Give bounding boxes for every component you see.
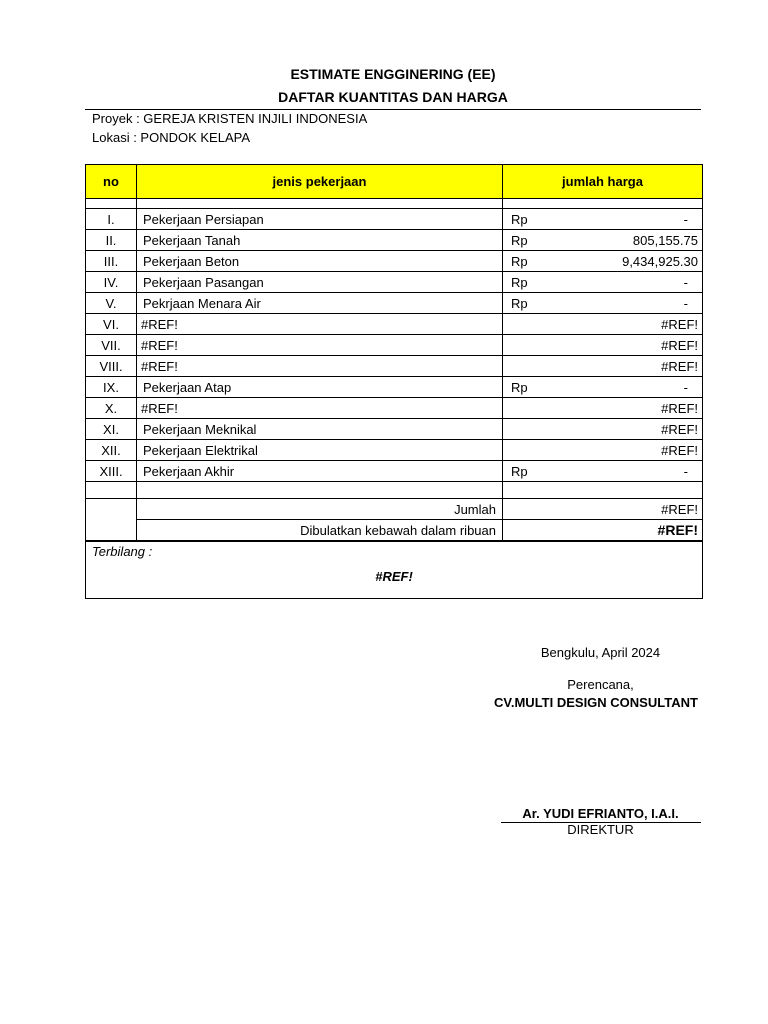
row-amount (503, 272, 703, 293)
row-number: I. (86, 209, 137, 230)
dibulatkan-row (86, 520, 703, 542)
row-number: XII. (86, 440, 137, 461)
row-amount (503, 314, 703, 335)
dibulatkan-value: #REF! (503, 520, 703, 542)
terbilang-label: Terbilang : (92, 544, 153, 559)
row-work-item: Pekerjaan Tanah (137, 230, 503, 251)
amount-value: #REF! (661, 400, 698, 416)
row-work-item: Pekerjaan Elektrikal (137, 440, 503, 461)
row-number: V. (86, 293, 137, 314)
currency-label: Rp (511, 463, 528, 479)
header-jumlah-harga: jumlah harga (503, 165, 703, 199)
amount-value: 9,434,925.30 (622, 253, 698, 269)
amount-value: #REF! (661, 358, 698, 374)
amount-value: #REF! (661, 442, 698, 458)
table-row (86, 419, 703, 440)
row-number: VII. (86, 335, 137, 356)
company-name: CV.MULTI DESIGN CONSULTANT (494, 695, 698, 710)
row-work-item: Pekerjaan Atap (137, 377, 503, 398)
row-work-item: Pekerjaan Akhir (137, 461, 503, 482)
amount-value: - (683, 274, 688, 290)
table-row (86, 356, 703, 377)
row-number: VI. (86, 314, 137, 335)
row-number: II. (86, 230, 137, 251)
header-divider (85, 109, 701, 110)
table-row (86, 209, 703, 230)
spacer-row (86, 199, 703, 209)
row-amount (503, 398, 703, 419)
jumlah-label: Jumlah (137, 499, 503, 520)
currency-label: Rp (511, 211, 528, 227)
table-row (86, 293, 703, 314)
row-amount (503, 230, 703, 251)
table-row (86, 251, 703, 272)
currency-label: Rp (511, 232, 528, 248)
row-number: XI. (86, 419, 137, 440)
currency-label (507, 359, 511, 374)
amount-value: - (683, 295, 688, 311)
table-row (86, 440, 703, 461)
jumlah-value: #REF! (503, 499, 703, 520)
signer-position: DIREKTUR (567, 822, 634, 837)
row-amount (503, 293, 703, 314)
signer-role: Perencana, (567, 677, 634, 692)
row-number: X. (86, 398, 137, 419)
table-row (86, 314, 703, 335)
currency-label: Rp (511, 379, 528, 395)
signer-name: Ar. YUDI EFRIANTO, I.A.I. (522, 806, 679, 821)
row-work-item: Pekrjaan Menara Air (137, 293, 503, 314)
row-work-item: #REF! (137, 314, 503, 335)
currency-label: Rp (511, 274, 528, 290)
table-body (86, 209, 703, 482)
row-work-item: #REF! (137, 335, 503, 356)
amount-value: 805,155.75 (632, 232, 698, 248)
row-amount (503, 461, 703, 482)
row-work-item: Pekerjaan Beton (137, 251, 503, 272)
table-row (86, 377, 703, 398)
table-row (86, 272, 703, 293)
amount-value: - (683, 379, 688, 395)
amount-value: - (683, 211, 688, 227)
amount-value: - (683, 463, 688, 479)
currency-label: Rp (511, 253, 528, 269)
currency-label: Rp (511, 295, 528, 311)
cost-table (85, 164, 703, 599)
amount-value: #REF! (661, 337, 698, 353)
row-number: VIII. (86, 356, 137, 377)
row-amount (503, 335, 703, 356)
row-amount (503, 209, 703, 230)
row-amount (503, 440, 703, 461)
terbilang-value: #REF! (375, 569, 413, 584)
table-row (86, 398, 703, 419)
row-work-item: Pekerjaan Pasangan (137, 272, 503, 293)
table-header (86, 165, 703, 199)
row-number: XIII. (86, 461, 137, 482)
row-work-item: #REF! (137, 398, 503, 419)
row-amount (503, 419, 703, 440)
row-work-item: #REF! (137, 356, 503, 377)
row-work-item: Pekerjaan Persiapan (137, 209, 503, 230)
terbilang-row (86, 541, 703, 599)
document-title: ESTIMATE ENGGINERING (EE) (290, 66, 496, 82)
currency-label (507, 422, 511, 437)
dibulatkan-label: Dibulatkan kebawah dalam ribuan (137, 520, 503, 542)
row-amount (503, 251, 703, 272)
currency-label (507, 338, 511, 353)
row-amount (503, 377, 703, 398)
document-subtitle: DAFTAR KUANTITAS DAN HARGA (278, 89, 508, 105)
currency-label (507, 401, 511, 416)
table-row (86, 230, 703, 251)
header-no: no (86, 165, 137, 199)
table-row (86, 335, 703, 356)
header-jenis-pekerjaan: jenis pekerjaan (137, 165, 503, 199)
currency-label (507, 443, 511, 458)
table-row (86, 461, 703, 482)
blank-row (86, 482, 703, 499)
row-number: IV. (86, 272, 137, 293)
row-number: IX. (86, 377, 137, 398)
row-work-item: Pekerjaan Meknikal (137, 419, 503, 440)
location-line: Lokasi : PONDOK KELAPA (92, 130, 250, 145)
amount-value: #REF! (661, 316, 698, 332)
place-date: Bengkulu, April 2024 (540, 645, 661, 660)
row-number: III. (86, 251, 137, 272)
row-amount (503, 356, 703, 377)
amount-value: #REF! (661, 421, 698, 437)
jumlah-row (86, 499, 703, 520)
currency-label (507, 317, 511, 332)
project-line: Proyek : GEREJA KRISTEN INJILI INDONESIA (92, 111, 368, 126)
